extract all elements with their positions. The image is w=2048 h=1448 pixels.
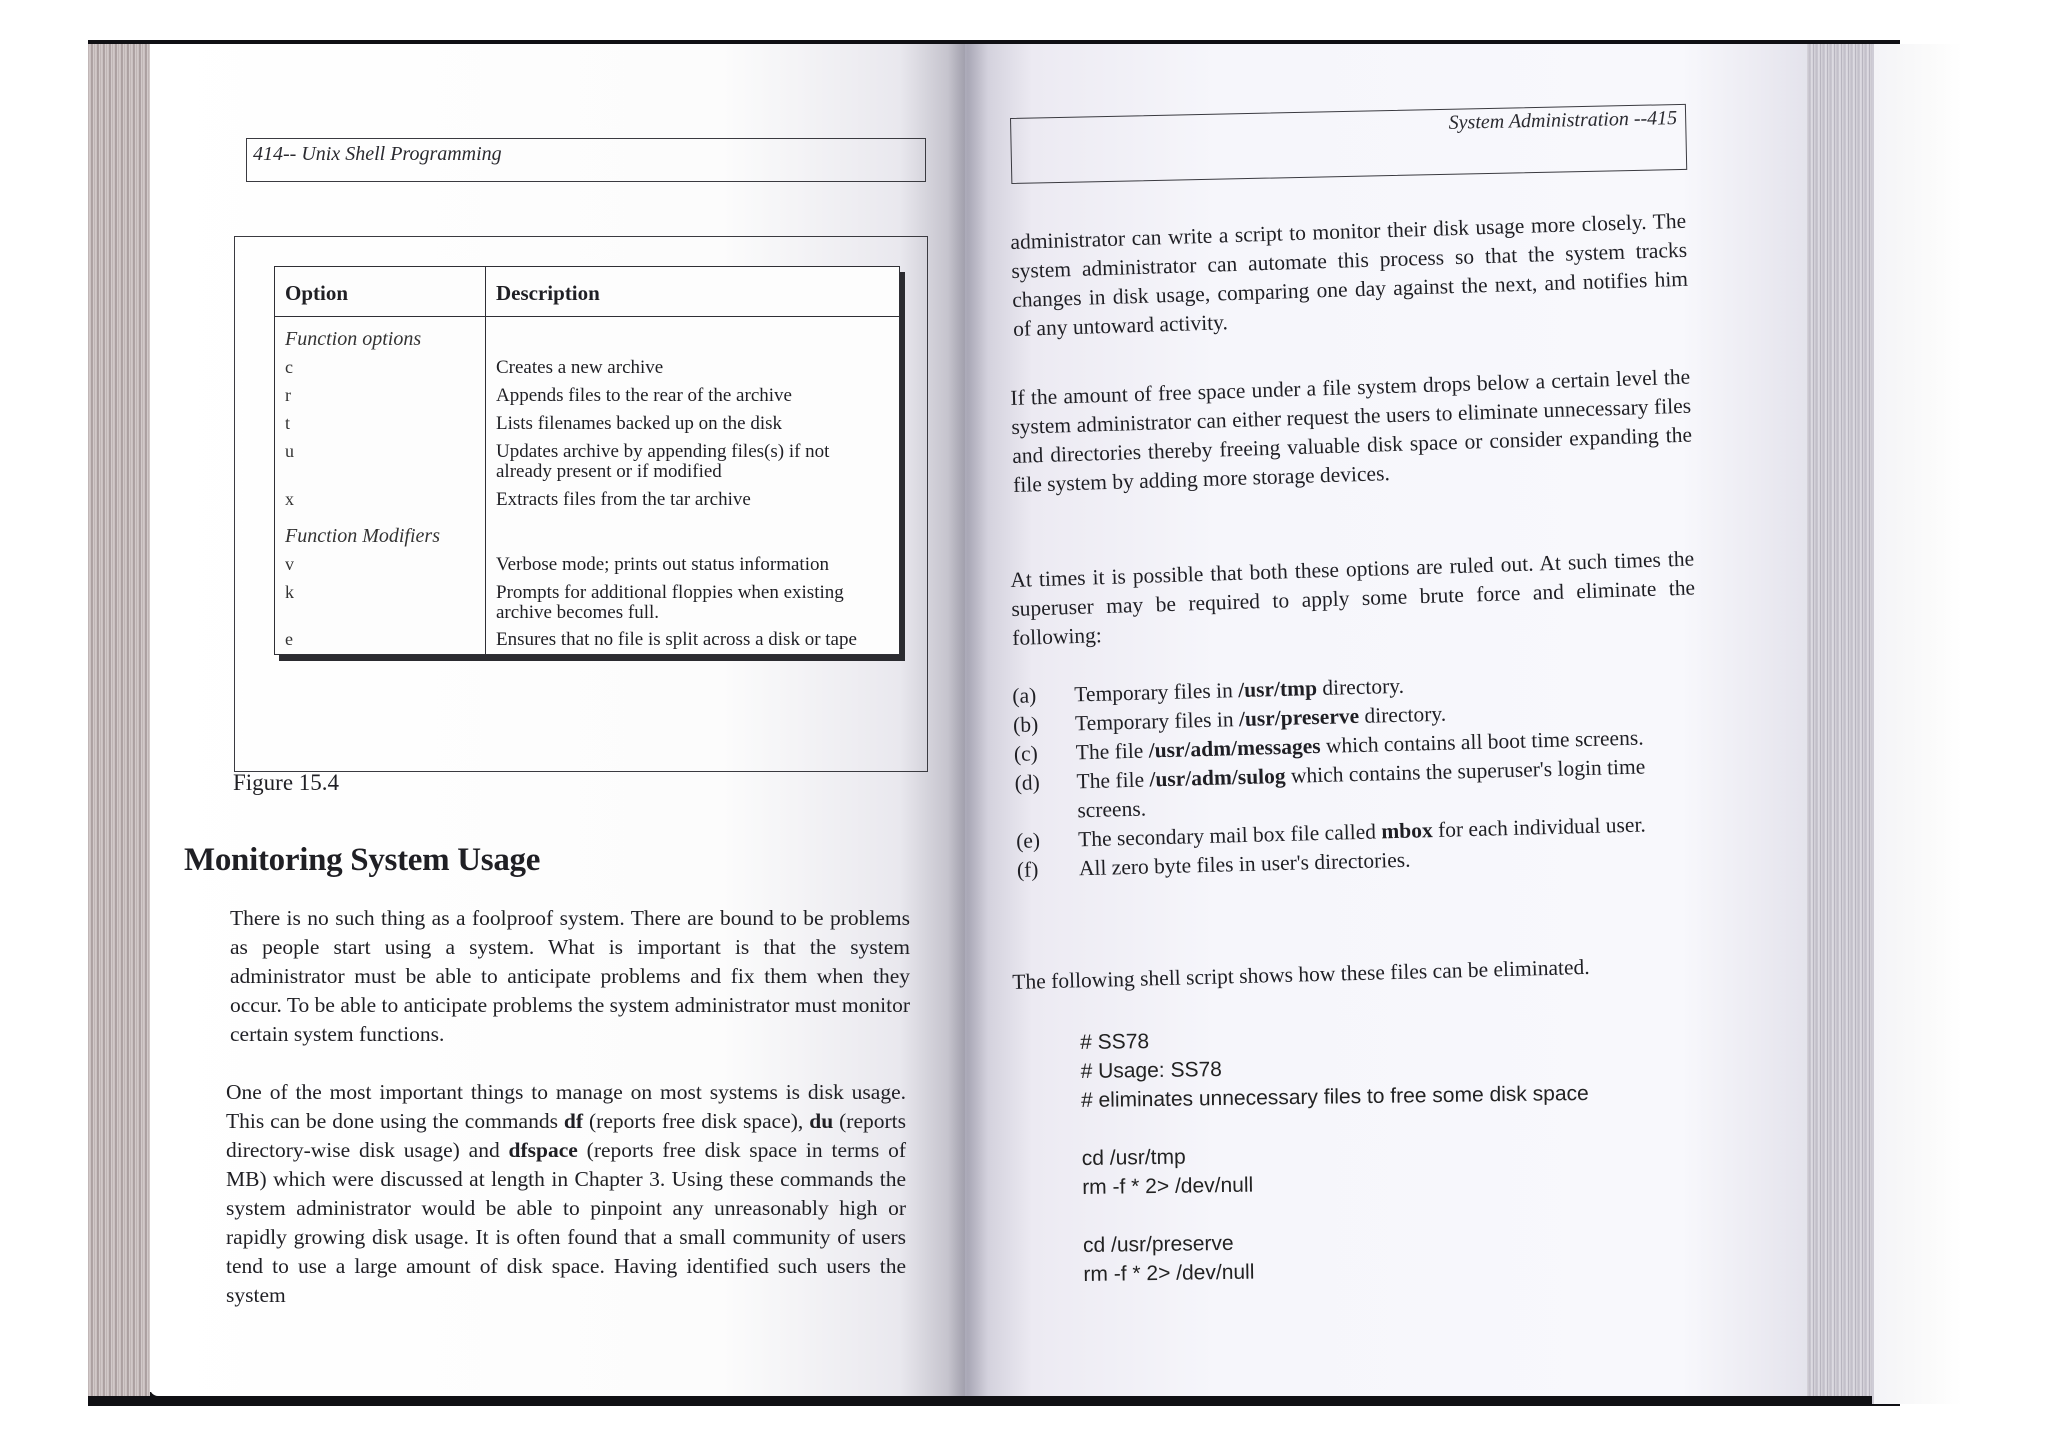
left-page-edges [88,44,150,1396]
list-item-pre: All zero byte files in user's directories. [1078,847,1411,881]
option-group-label: Function Modifiers [275,514,486,551]
table-row [275,382,900,410]
code-line: # Usage: SS78 [1080,1058,1223,1083]
code-line: # eliminates unnecessary files to free some disk space [1080,1081,1589,1112]
description-cell: Verbose mode; prints out status information [496,553,829,575]
description-cell: Ensures that no file is split across a disk or tape [496,629,857,651]
right-page-edges [1800,44,1872,1396]
option-cell: c [275,354,486,382]
option-cell: t [275,410,486,438]
table-group-row [275,514,900,551]
description-cell: Updates archive by appending files(s) if not already present or if modified [496,440,830,482]
right-paragraph-3: At times it is possible that both these options are ruled out. At such times the superuser may be required to apply some brute force and eliminate the following: [1010,546,1696,650]
column-header-option: Option [275,267,486,317]
option-cell: u [275,438,486,486]
right-page-header [1010,104,1687,184]
left-header-text: 414-- Unix Shell Programming [253,143,502,165]
shell-script-code [1080,1020,1644,1289]
tar-options-table [274,266,900,655]
code-line: cd /usr/preserve [1082,1231,1234,1257]
table-row [275,626,900,654]
description-cell: Creates a new archive [496,357,664,378]
list-item-pre: The secondary mail box file called [1077,819,1382,852]
description-cell: Lists filenames backed up on the disk [496,412,782,434]
list-item-post: directory. [1358,701,1447,728]
list-item-post: which contains all boot time screens. [1320,725,1644,758]
list-item-marker: (c) [1013,741,1039,766]
right-paragraph-4: The following shell script shows how these files can be eliminated. [1012,954,1590,994]
option-group-label: Function options [275,317,486,355]
list-item-pre: Temporary files in [1074,678,1239,707]
list-item-path: /usr/preserve [1238,703,1360,732]
option-cell: e [275,626,486,654]
list-item-marker: (d) [1014,770,1041,795]
table-row [275,354,900,382]
table-group-row [275,317,900,355]
list-item-post: directory. [1316,673,1405,701]
left-paragraph-1: There is no such thing as a foolproof system. There are bound to be problems as people start using a system. What is important is that the system administrator must be able to anticipate problems and fix them when they occur. To be able to anticipate problems the system administrator must monitor certain system functions. [230,906,910,1046]
left-page-header [246,138,926,182]
list-item-marker: (a) [1012,683,1037,708]
list-item-post: which contains the superuser's login time screens. [1077,754,1646,823]
table-row [275,579,900,627]
p2-text-2: (reports free disk space), [583,1109,810,1133]
files-to-eliminate-list [1012,664,1703,885]
table-row [275,410,900,438]
list-item-marker: (e) [1015,828,1041,853]
table-row [275,551,900,579]
table-row [275,486,900,514]
option-cell: x [275,486,486,514]
option-cell: r [275,382,486,410]
right-header-text: System Administration --415 [1448,107,1678,134]
list-item-path: /usr/adm/sulog [1149,763,1286,792]
list-item-post: for each individual user. [1432,812,1647,843]
code-line: rm -f * 2> /dev/null [1083,1260,1255,1286]
section-heading: Monitoring System Usage [184,842,541,878]
loose-sheet [1872,44,1962,1404]
code-line: # SS78 [1080,1030,1150,1054]
description-cell: Appends files to the rear of the archive [496,384,792,406]
option-cell: k [275,579,486,627]
list-item-marker: (b) [1012,712,1039,737]
description-cell [486,317,900,355]
column-header-description: Description [486,267,900,317]
table-row [275,438,900,486]
list-item-pre: The file [1075,738,1149,765]
cmd-df: df [563,1109,584,1133]
right-paragraph-2: If the amount of free space under a file system drops below a certain level the system administrator can either request the users to eliminate unnecessary files and directories thereby freeing valuable disk space or consider expanding the file system by adding more storage devices. [1010,364,1693,497]
right-paragraph-1: administrator can write a script to monitor their disk usage more closely. The system administrator can automate this process so that the system tracks changes in disk usage, comparing one day against the next, and notifies him of any untoward activity. [1010,208,1689,341]
list-item-marker: (f) [1016,857,1039,882]
description-cell: Prompts for additional floppies when existing archive becomes full. [496,581,844,623]
p2-text-1: One of the most important things to manage on most systems is disk usage. This can be done using the commands [226,1080,906,1133]
p2-text-3: (reports directory-wise disk usage) and [226,1109,906,1162]
code-line: cd /usr/tmp [1081,1145,1186,1170]
option-cell: v [275,551,486,579]
table-header-row [275,267,900,317]
list-item-path: /usr/tmp [1237,676,1318,703]
description-cell: Extracts files from the tar archive [496,488,751,510]
list-item-pre: The file [1076,767,1150,794]
spine-shadow [948,44,988,1396]
list-item-pre: Temporary files in [1074,707,1240,736]
cmd-du: du [809,1109,834,1133]
table-body [275,317,900,655]
left-paragraph-2 [226,1078,906,1310]
description-cell [486,514,900,551]
p2-text-4: (reports free disk space in terms of MB) which were discussed at length in Chapter 3. Using these commands the system administrator would be able to pinpoint any unreasonably high or rapidly growing disk usage. It is often found that a small community of users tend to use a large amount of disk space. Having identified such users the system [226,1138,906,1307]
list-item-path: mbox [1381,818,1433,844]
cmd-dfspace: dfspace [508,1138,578,1162]
list-item-path: /usr/adm/messages [1148,733,1321,763]
figure-caption: Figure 15.4 [233,770,340,795]
code-line: rm -f * 2> /dev/null [1082,1173,1254,1199]
